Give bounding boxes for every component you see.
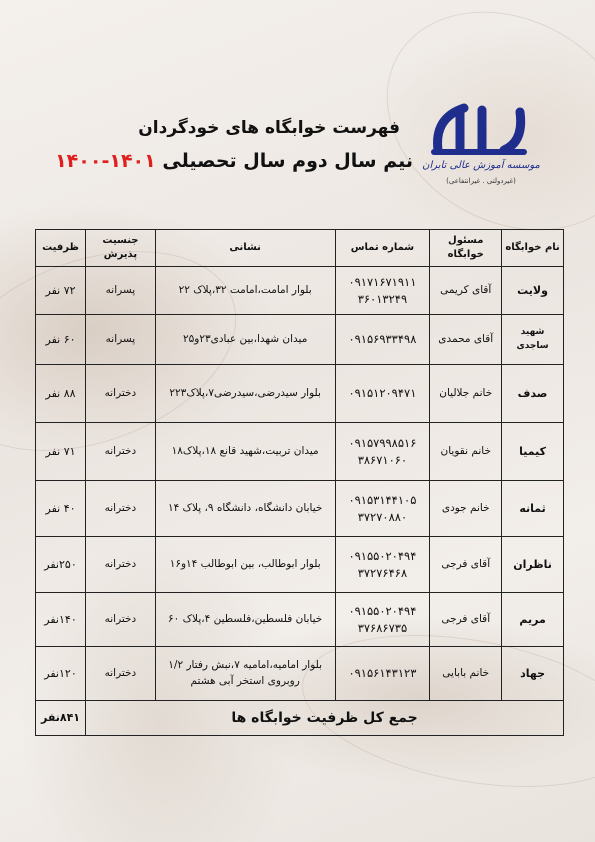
dorm-name: ناظران <box>502 537 564 593</box>
dorm-gender: دخترانه <box>86 537 156 593</box>
dorm-phone <box>335 315 430 365</box>
dorm-name: کیمیا <box>502 423 564 481</box>
phone-mobile: ۰۹۱۵۱۲۰۹۴۷۱ <box>348 386 417 401</box>
dorm-phone <box>335 537 430 593</box>
dorm-manager: خانم جودی <box>430 481 502 537</box>
table-row <box>36 315 564 365</box>
header-name: نام خوابگاه <box>502 230 564 267</box>
phone-mobile: ۰۹۱۷۱۶۷۱۹۱۱ <box>348 274 417 289</box>
dorm-address: خیابان دانشگاه، دانشگاه ۹، پلاک ۱۴ <box>155 481 335 537</box>
dorm-capacity: ۷۲ نفر <box>36 267 86 315</box>
dorm-name: جهاد <box>502 647 564 701</box>
dorm-capacity: ۶۰ نفر <box>36 315 86 365</box>
phone-mobile: ۰۹۱۵۶۹۳۳۴۹۸ <box>348 332 417 347</box>
dormitory-table <box>35 229 564 736</box>
logo-text: موسسه آموزش عالی تابران <box>422 160 540 171</box>
phone-mobile: ۰۹۱۵۵۰۲۰۴۹۴ <box>348 603 417 618</box>
header-manager: مسئول خوابگاه <box>430 230 502 267</box>
table-row <box>36 423 564 481</box>
phone-landline: ۳۶۰۱۳۲۴۹ <box>357 291 408 306</box>
document-header <box>0 0 595 230</box>
header-gender: جنسیت پذیرش <box>86 230 156 267</box>
subtitle-text: نیم سال دوم سال تحصیلی <box>162 150 413 172</box>
dorm-gender: دخترانه <box>86 593 156 647</box>
logo-subtext: (غیردولتی . غیرانتفاعی) <box>446 177 516 185</box>
dorm-gender: دخترانه <box>86 481 156 537</box>
phone-landline: ۳۷۲۷۰۸۸۰ <box>357 509 408 524</box>
dorm-gender: پسرانه <box>86 315 156 365</box>
dorm-manager: آقای کریمی <box>430 267 502 315</box>
dorm-name: مریم <box>502 593 564 647</box>
page-subtitle <box>55 150 413 172</box>
dorm-address: بلوار ابوطالب، بین ابوطالب ۱۴و۱۶ <box>155 537 335 593</box>
dorm-manager: خانم نقویان <box>430 423 502 481</box>
dorm-phone <box>335 365 430 423</box>
table-row <box>36 481 564 537</box>
dorm-name: ثمانه <box>502 481 564 537</box>
dorm-address: بلوار امامیه،امامیه ۷،نبش رفتار ۱/۲ روبروی استخر آبی هشتم <box>155 647 335 701</box>
phone-landline: ۳۷۶۸۶۷۳۵ <box>357 620 408 635</box>
phone-mobile: ۰۹۱۵۵۰۲۰۴۹۴ <box>348 548 417 563</box>
dorm-gender: دخترانه <box>86 423 156 481</box>
dorm-manager: خانم جلالیان <box>430 365 502 423</box>
table-row <box>36 267 564 315</box>
phone-landline: ۳۸۶۷۱۰۶۰ <box>357 452 408 467</box>
table-header-row <box>36 230 564 267</box>
phone-mobile: ۰۹۱۵۳۱۴۴۱۰۵ <box>348 492 417 507</box>
dorm-address: میدان تربیت،شهید قانع ۱۸،پلاک۱۸ <box>155 423 335 481</box>
academic-year: ۱۴۰۱-۱۴۰۰ <box>55 150 156 172</box>
dorm-capacity: ۴۰ نفر <box>36 481 86 537</box>
table-row <box>36 365 564 423</box>
dorm-phone <box>335 647 430 701</box>
phone-mobile: ۰۹۱۵۶۱۴۳۱۲۳ <box>348 666 417 681</box>
dorm-capacity: ۲۵۰نفر <box>36 537 86 593</box>
phone-mobile: ۰۹۱۵۷۹۹۸۵۱۶ <box>348 435 417 450</box>
dorm-gender: دخترانه <box>86 365 156 423</box>
table-row <box>36 537 564 593</box>
dorm-gender: پسرانه <box>86 267 156 315</box>
dorm-phone <box>335 267 430 315</box>
dorm-address: میدان شهدا،بین عبادی۲۳و۲۵ <box>155 315 335 365</box>
dorm-address: بلوار امامت،امامت ۳۲،پلاک ۲۲ <box>155 267 335 315</box>
dorm-capacity: ۷۱ نفر <box>36 423 86 481</box>
dorm-phone <box>335 593 430 647</box>
dorm-manager: خانم بابایی <box>430 647 502 701</box>
dorm-name: شهید ساجدی <box>502 315 564 365</box>
dorm-phone <box>335 481 430 537</box>
dorm-manager: آقای محمدی <box>430 315 502 365</box>
total-row <box>36 701 564 736</box>
dorm-manager: آقای فرجی <box>430 537 502 593</box>
total-capacity: ۸۴۱نفر <box>36 701 86 736</box>
dorm-name: صدف <box>502 365 564 423</box>
dorm-address: خیابان فلسطین،فلسطین ۴،پلاک ۶۰ <box>155 593 335 647</box>
dorm-capacity: ۱۲۰نفر <box>36 647 86 701</box>
dorm-capacity: ۱۴۰نفر <box>36 593 86 647</box>
total-label: جمع کل ظرفیت خوابگاه ها <box>86 701 564 736</box>
dorm-manager: آقای فرجی <box>430 593 502 647</box>
header-phone: شماره تماس <box>335 230 430 267</box>
dorm-name: ولایت <box>502 267 564 315</box>
header-capacity: ظرفیت <box>36 230 86 267</box>
page-title: فهرست خوابگاه های خودگردان <box>138 118 400 138</box>
dorm-phone <box>335 423 430 481</box>
dorm-gender: دخترانه <box>86 647 156 701</box>
dorm-address: بلوار سیدرضی،سیدرضی۷،پلاک۲۲۳ <box>155 365 335 423</box>
header-address: نشانی <box>155 230 335 267</box>
phone-landline: ۳۷۲۷۶۴۶۸ <box>357 565 408 580</box>
dorm-capacity: ۸۸ نفر <box>36 365 86 423</box>
table-row <box>36 647 564 701</box>
table-row <box>36 593 564 647</box>
